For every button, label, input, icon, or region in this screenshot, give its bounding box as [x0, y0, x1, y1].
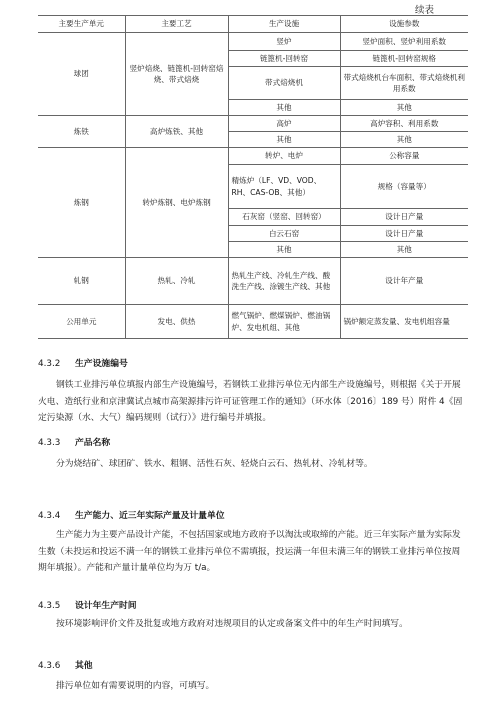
facility-cell: 其他: [228, 242, 340, 258]
param-cell: 其他: [340, 242, 468, 258]
process-cell: 发电、供热: [125, 305, 228, 339]
section-4-3-2: [38, 356, 468, 427]
section-heading: [38, 435, 468, 448]
param-cell: 设计日产量: [340, 209, 468, 226]
facility-cell: 链篦机-回转窑: [228, 51, 340, 67]
section-4-3-4: [38, 508, 468, 577]
param-cell: 高炉容积、利用系数: [340, 116, 468, 132]
table-row: [38, 33, 468, 51]
param-cell: 设计日产量: [340, 226, 468, 242]
facility-cell: 其他: [228, 132, 340, 148]
section-heading: [38, 508, 468, 521]
section-body: 按环境影响评价文件及批复或地方政府对违规项目的认定或备案文件中的年生产时间填写。: [56, 619, 408, 629]
section-heading: [38, 356, 468, 369]
section-heading: [38, 658, 468, 671]
section-heading: [38, 598, 468, 611]
facility-cell: 燃气锅炉、燃煤锅炉、燃油锅炉、发电机组、其他: [228, 305, 340, 339]
process-cell: 高炉炼铁、其他: [125, 116, 228, 148]
section-number: 4.3.2: [38, 359, 61, 369]
unit-cell: 炼钢: [38, 148, 125, 258]
section-body: 钢铁工业排污单位填报内部生产设施编号，若钢铁工业排污单位无内部生产设施编号，则根据《关于开展火电、造纸行业和京津冀试点城市高架源排污许可证管理工作的通知》（环水体〔2016〕189 号）附件 4《固定污染源（水、大气）编码规则（试行）》进行编号并填报。: [38, 380, 463, 423]
param-cell: 带式焙烧机台车面积、带式焙烧机利用系数: [340, 67, 468, 100]
facility-cell: 石灰窑（竖窑、回转窑）: [228, 209, 340, 226]
facility-cell: 其他: [228, 100, 340, 116]
process-cell: 热轧、冷轧: [125, 258, 228, 305]
param-cell: 链篦机-回转窑规格: [340, 51, 468, 67]
section-4-3-6: [38, 658, 468, 695]
param-cell: 公称容量: [340, 148, 468, 165]
section-number: 4.3.4: [38, 511, 61, 521]
facility-cell: 白云石窑: [228, 226, 340, 242]
header-cell: 主要工艺: [125, 16, 228, 33]
facility-cell: 竖炉: [228, 33, 340, 51]
table-header-row: [38, 16, 468, 33]
section-number: 4.3.6: [38, 661, 61, 671]
header-cell: 主要生产单元: [38, 16, 125, 33]
section-title: 其他: [75, 661, 93, 671]
table-row: [38, 258, 468, 305]
table-row: [38, 305, 468, 339]
unit-cell: 炼铁: [38, 116, 125, 148]
param-cell: 竖炉面积、竖炉利用系数: [340, 33, 468, 51]
facility-cell: 带式焙烧机: [228, 67, 340, 100]
section-title: 生产能力、近三年实际产量及计量单位: [75, 511, 225, 521]
process-cell: 转炉炼钢、电炉炼钢: [125, 148, 228, 258]
facility-cell: 高炉: [228, 116, 340, 132]
section-4-3-5: [38, 598, 468, 633]
section-body: 排污单位如有需要说明的内容，可填写。: [56, 681, 215, 691]
param-cell: 锅炉额定蒸发量、发电机组容量: [340, 305, 468, 339]
unit-cell: 球团: [38, 33, 125, 116]
section-title: 设计年生产时间: [75, 601, 137, 611]
facility-cell: 转炉、电炉: [228, 148, 340, 165]
facility-cell: 精炼炉（LF、VD、VOD、RH、CAS-OB、其他）: [228, 165, 340, 209]
param-cell: 设计年产量: [340, 258, 468, 305]
param-cell: 规格（容量等）: [340, 165, 468, 209]
process-cell: 竖炉焙烧、链篦机-回转窑焙烧、带式焙烧: [125, 33, 228, 116]
unit-cell: 轧钢: [38, 258, 125, 305]
section-4-3-3: [38, 435, 468, 473]
unit-cell: 公用单元: [38, 305, 125, 339]
table-row: [38, 116, 468, 132]
section-number: 4.3.5: [38, 601, 61, 611]
section-number: 4.3.3: [38, 438, 61, 448]
continued-label: 续表: [414, 5, 434, 16]
header-cell: 设施参数: [340, 16, 468, 33]
section-body: 分为烧结矿、球团矿、铁水、粗钢、活性石灰、轻烧白云石、热轧材、冷轧材等。: [56, 459, 373, 469]
table-row: [38, 148, 468, 165]
header-cell: 生产设施: [228, 16, 340, 33]
section-title: 生产设施编号: [75, 359, 128, 369]
section-body: 生产能力为主要产品设计产能，不包括国家或地方政府予以淘汰或取缔的产能。近三年实际产量为实际发生数（未投运和投运不满一年的钢铁工业排污单位不需填报，投运满一年但未满三年的钢铁工业排污单位按周期年填报）。产能和产量计量单位均为万 t/a。: [38, 530, 461, 573]
section-title: 产品名称: [75, 438, 111, 448]
param-cell: 其他: [340, 100, 468, 116]
facility-table: [38, 15, 468, 339]
facility-cell: 热轧生产线、冷轧生产线、酸洗生产线、涂镀生产线、其他: [228, 258, 340, 305]
param-cell: 其他: [340, 132, 468, 148]
